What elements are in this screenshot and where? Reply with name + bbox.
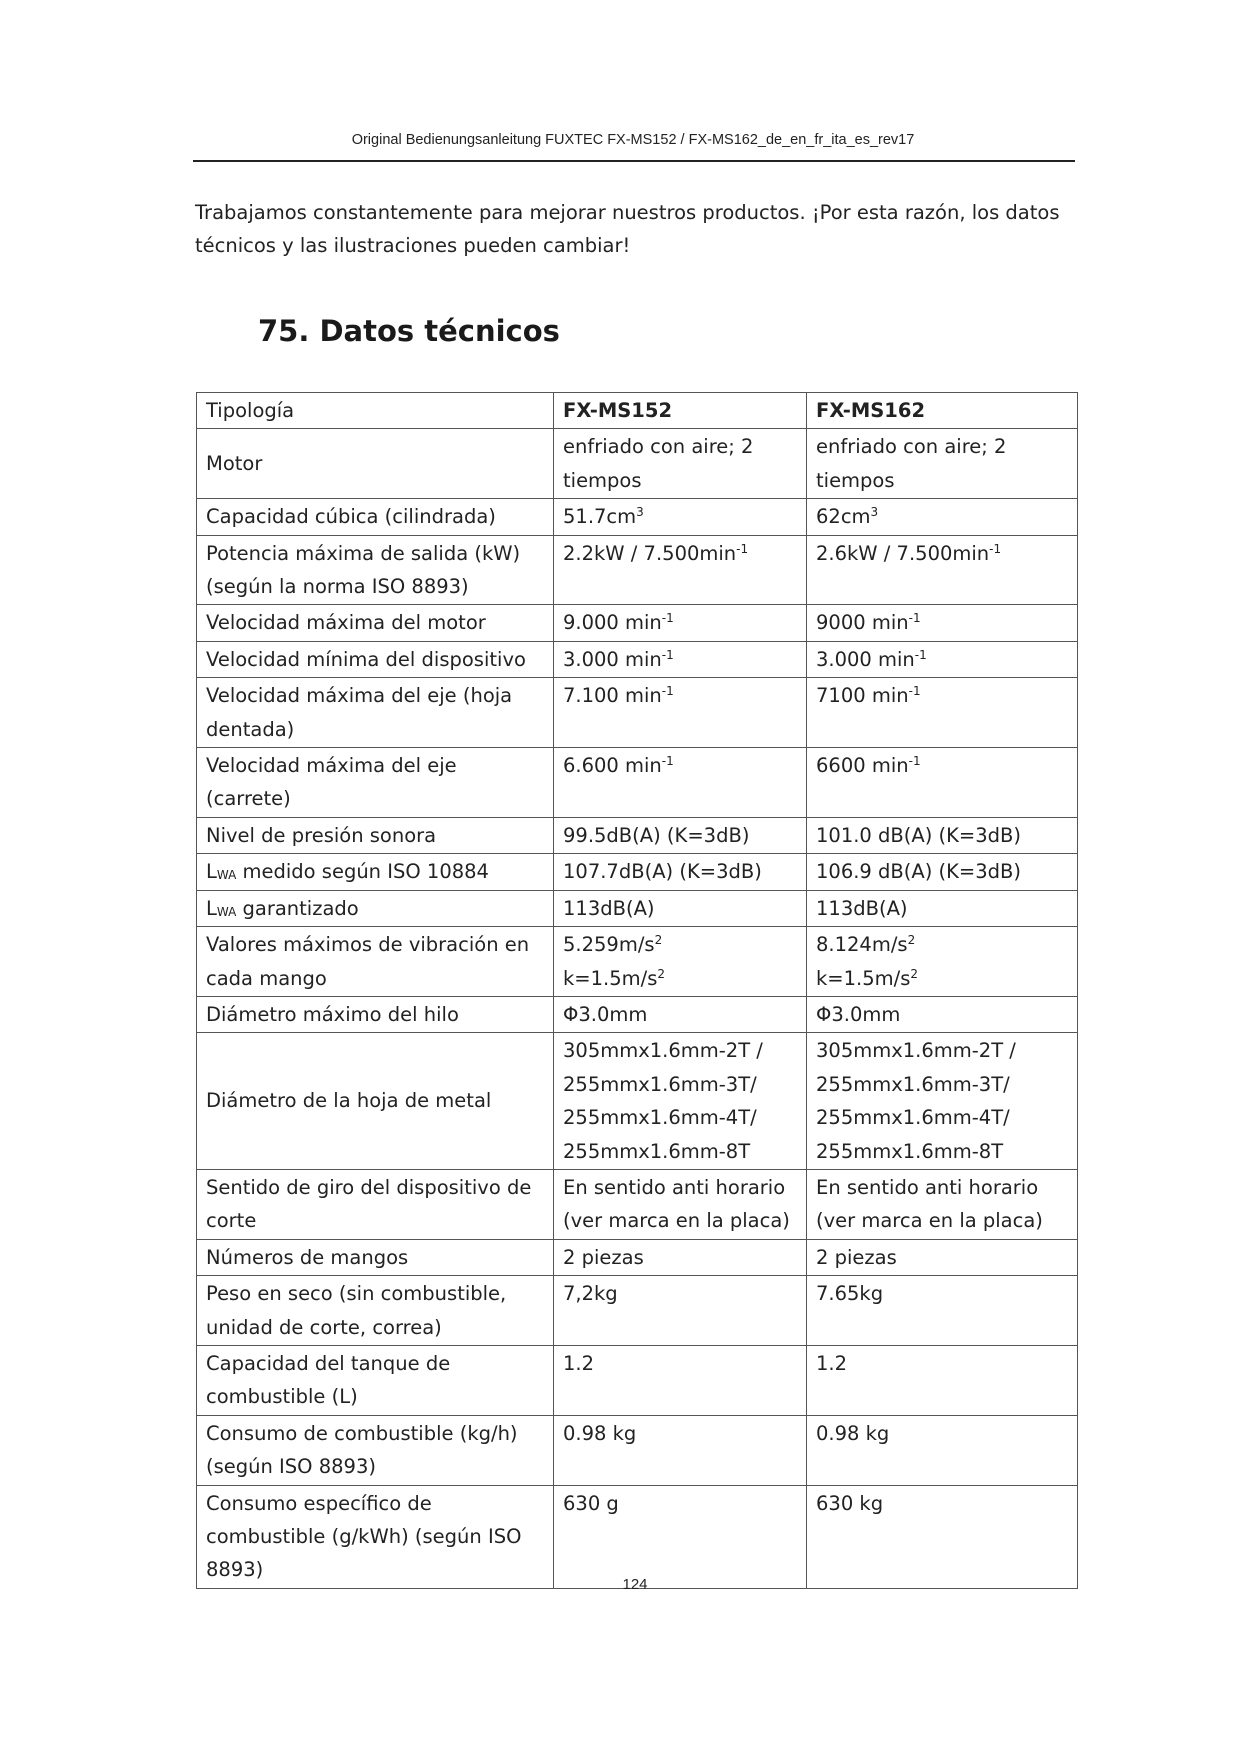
value-ms152: 305mmx1.6mm-2T / 255mmx1.6mm-3T/ 255mmx1.6mm-4T/ 255mmx1.6mm-8T <box>554 1033 807 1170</box>
table-row-fuel-consumption <box>197 1415 1078 1485</box>
value-ms152: 9.000 $\min^{-1}$ <box>554 605 807 641</box>
table-row-tank <box>197 1345 1078 1415</box>
value-ms152: 630 g <box>554 1485 807 1588</box>
row-label: Números de mangos <box>197 1239 554 1275</box>
table-row-line-diameter <box>197 996 1078 1032</box>
value-ms162: enfriado con aire; 2 tiempos <box>807 429 1078 499</box>
table-row-motor <box>197 429 1078 499</box>
value-ms162: Φ3.0mm <box>807 996 1078 1032</box>
technical-data-table <box>196 392 1078 1589</box>
row-label: Velocidad máxima del eje (hoja dentada) <box>197 678 554 748</box>
table-header-row <box>197 393 1078 429</box>
value-ms162: 106.9 dB(A) (K=3dB) <box>807 854 1078 890</box>
value-ms162: 7100 $\min^{-1}$ <box>807 678 1078 748</box>
value-ms162: $2.6kW / 7.500\min^{-1}$ <box>807 535 1078 605</box>
table-row-shaft-blade <box>197 678 1078 748</box>
value-ms162: 6600 $\min^{-1}$ <box>807 748 1078 818</box>
row-label: Diámetro de la hoja de metal <box>197 1033 554 1170</box>
row-label: Motor <box>197 429 554 499</box>
row-label: Diámetro máximo del hilo <box>197 996 554 1032</box>
table-row-shaft-spool <box>197 748 1078 818</box>
row-label: Consumo específico de combustible (g/kWh) (según ISO 8893) <box>197 1485 554 1588</box>
value-ms162: 0.98 kg <box>807 1415 1078 1485</box>
row-label: Velocidad mínima del dispositivo <box>197 641 554 677</box>
value-ms162: 113dB(A) <box>807 890 1078 926</box>
table-row-handles <box>197 1239 1078 1275</box>
value-ms162: En sentido anti horario (ver marca en la placa) <box>807 1169 1078 1239</box>
header-typology: Tipología <box>197 393 554 429</box>
value-ms162: 2 piezas <box>807 1239 1078 1275</box>
value-ms152: enfriado con aire; 2 tiempos <box>554 429 807 499</box>
value-ms162: 9000 $\min^{-1}$ <box>807 605 1078 641</box>
table-row-vibration <box>197 927 1078 997</box>
table-row-dry-weight <box>197 1276 1078 1346</box>
value-ms152: En sentido anti horario (ver marca en la placa) <box>554 1169 807 1239</box>
value-ms162: 3.000 $\min^{-1}$ <box>807 641 1078 677</box>
table-row-lwa-guaranteed <box>197 890 1078 926</box>
value-ms162: $8.124m/s^2$ $k=1.5m/s^2$ <box>807 927 1078 997</box>
value-ms152: 107.7dB(A) (K=3dB) <box>554 854 807 890</box>
value-ms152: 7.100 $\min^{-1}$ <box>554 678 807 748</box>
value-ms152: Φ3.0mm <box>554 996 807 1032</box>
header-model-ms152: FX-MS152 <box>554 393 807 429</box>
table-row-blade-diameter <box>197 1033 1078 1170</box>
row-label: $L_{WA}$ garantizado <box>197 890 554 926</box>
value-ms162: 630 kg <box>807 1485 1078 1588</box>
table-row-sound-pressure <box>197 817 1078 853</box>
row-label: Capacidad del tanque de combustible (L) <box>197 1345 554 1415</box>
row-label: Peso en seco (sin combustible, unidad de corte, correa) <box>197 1276 554 1346</box>
table-row-motor-speed <box>197 605 1078 641</box>
row-label: Potencia máxima de salida (kW) (según la norma ISO 8893) <box>197 535 554 605</box>
value-ms152: $51.7cm^3$ <box>554 499 807 535</box>
value-ms152: 6.600 $\min^{-1}$ <box>554 748 807 818</box>
value-ms162: 1.2 <box>807 1345 1078 1415</box>
value-ms152: $2.2kW / 7.500\min^{-1}$ <box>554 535 807 605</box>
row-label: Consumo de combustible (kg/h) (según ISO 8893) <box>197 1415 554 1485</box>
page-number: 124 <box>622 1576 648 1593</box>
row-label: Nivel de presión sonora <box>197 817 554 853</box>
intro-paragraph: Trabajamos constantemente para mejorar nuestros productos. ¡Por esta razón, los datos técnicos y las ilustraciones pueden cambiar! <box>195 201 1060 257</box>
table-row-power <box>197 535 1078 605</box>
value-ms162: 101.0 dB(A) (K=3dB) <box>807 817 1078 853</box>
header-model-ms162: FX-MS162 <box>807 393 1078 429</box>
table-row-rotation <box>197 1169 1078 1239</box>
running-header: Original Bedienungsanleitung FUXTEC FX-MS152 / FX-MS162_de_en_fr_ita_es_rev17 <box>351 132 915 148</box>
value-ms152: 1.2 <box>554 1345 807 1415</box>
value-ms152: 99.5dB(A) (K=3dB) <box>554 817 807 853</box>
table-row-capacity <box>197 499 1078 535</box>
value-ms152: 113dB(A) <box>554 890 807 926</box>
value-ms162: 7.65kg <box>807 1276 1078 1346</box>
value-ms162: 305mmx1.6mm-2T / 255mmx1.6mm-3T/ 255mmx1.6mm-4T/ 255mmx1.6mm-8T <box>807 1033 1078 1170</box>
table-row-specific-consumption <box>197 1485 1078 1588</box>
value-ms152: 7,2kg <box>554 1276 807 1346</box>
row-label: Sentido de giro del dispositivo de corte <box>197 1169 554 1239</box>
table-row-min-speed <box>197 641 1078 677</box>
value-ms162: $62cm^3$ <box>807 499 1078 535</box>
row-label: $L_{WA}$ medido según ISO 10884 <box>197 854 554 890</box>
value-ms152: 2 piezas <box>554 1239 807 1275</box>
row-label: Capacidad cúbica (cilindrada) <box>197 499 554 535</box>
value-ms152: $5.259m/s^2$ $k=1.5m/s^2$ <box>554 927 807 997</box>
value-ms152: 0.98 kg <box>554 1415 807 1485</box>
row-label: Velocidad máxima del motor <box>197 605 554 641</box>
table-row-lwa-measured <box>197 854 1078 890</box>
header-divider <box>193 160 1075 162</box>
section-title: 75. Datos técnicos <box>258 314 560 348</box>
row-label: Valores máximos de vibración en cada mango <box>197 927 554 997</box>
value-ms152: 3.000 $\min^{-1}$ <box>554 641 807 677</box>
row-label: Velocidad máxima del eje (carrete) <box>197 748 554 818</box>
